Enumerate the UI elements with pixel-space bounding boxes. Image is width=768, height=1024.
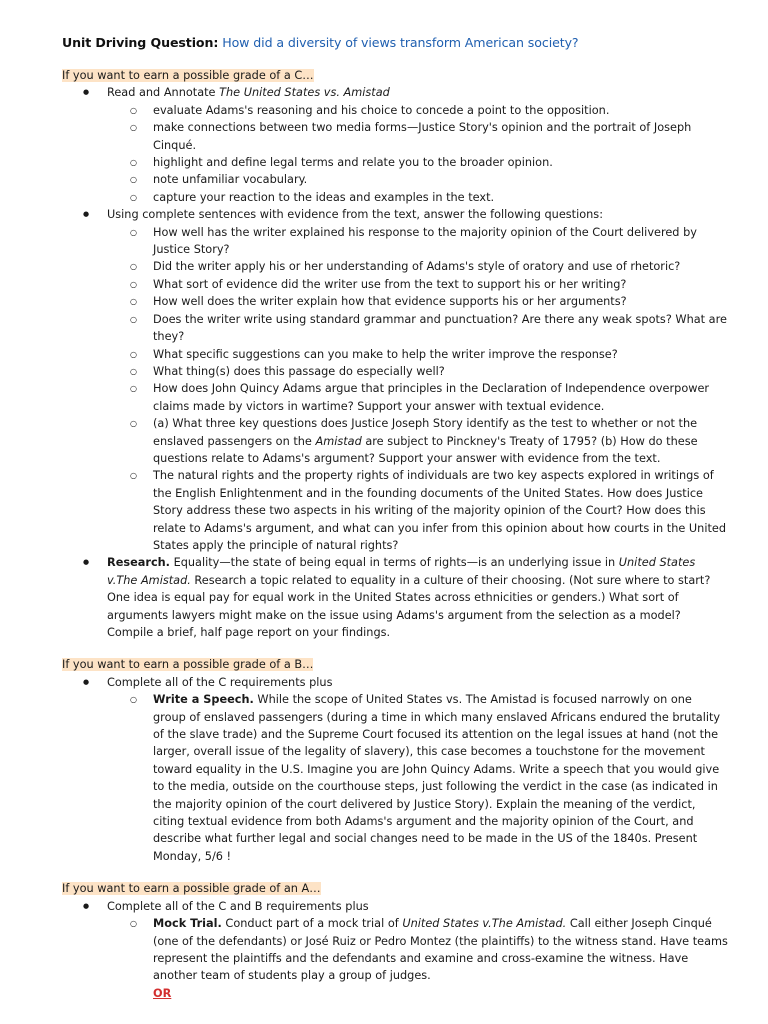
list-item: ○ (a) What three key questions does Justice Joseph Story identify as the test to whether or not the enslaved passengers on the Amistad are subject to Pinckney's Treaty of 1795? (b) How do these questions relate to Adams's argument? Support your answer with evidence from the text.	[107, 415, 728, 467]
list-item: ○ capture your reaction to the ideas and examples in the text.	[107, 189, 728, 206]
questions-item: ● Using complete sentences with evidence from the text, answer the following questions: ○ How well has the writer explained his response to the majority opinion of the Court delivered by Justice Story? ○ Did the writer apply his or her understanding of Adams's style of oratory and use of rhetoric? ○ What sort of evidence did the writer use from the text to support his or her writing? ○ How well does the writer explain how that evidence supports his or her arguments? ○ Does the writer write using standard grammar and punctuation? Are there any weak spots? What are they? ○ What specific suggestions can you make to help the writer improve the response? ○ What thing(s) does this passage do especially well? ○ How does John Quincy Adams argue that principles in the Declaration of Independence overpower claims made by victors in wartime? Support your answer with textual evidence. ○ (a) What three key questions does Justice Joseph Story identify as the test to whether or not the enslaved passengers on the Amistad are subject to Pinckney's Treaty of 1795? (b) How do these questions relate to Adams's argument? Support your answer with evidence from the text. ○ The natural rights and the property rights of individuals are two key aspects explored in writings of the English Enlightenment and in the founding documents of the United States. How does Justice Story address these two aspects in his writing of the majority opinion of the Court? How does this relate to Adams's argument, and what can you infer from this opinion about how courts in the United States apply the principle of natural rights?	[62, 206, 728, 554]
complete-c-item: ● Complete all of the C requirements plus ○ Write a Speech. While the scope of United States vs. The Amistad is focused narrowly on one group of enslaved passengers (during a time in which many enslaved Africans endured the brutality of the slave trade) and the Supreme Court focused its attention on the legal issues at hand (not the larger, overall issue of the legality of slavery), this case becomes a touchstone for the movement toward equality in the U.S. Imagine you are John Quincy Adams. Write a speech that you would give to the media, outside on the courthouse steps, just following the verdict in the case (as indicated in the majority opinion of the court delivered by Justice Story). Explain the meaning of the verdict, citing textual evidence from both Adams's argument and the majority opinion of the Court, and describe what further legal and social changes need to be made in the US of the 1840s. Present Monday, 5/6 !	[62, 674, 728, 865]
annotate-sublist	[107, 102, 728, 206]
grade-b-heading: If you want to earn a possible grade of a B…	[62, 658, 314, 672]
grade-a-section	[62, 880, 728, 1002]
or-label: OR	[153, 986, 172, 1000]
grade-a-sublist	[107, 915, 728, 1002]
grade-b-sublist	[107, 691, 728, 865]
grade-c-section	[62, 67, 728, 641]
grade-a-list	[62, 898, 728, 1002]
list-item: ○ highlight and define legal terms and relate you to the broader opinion.	[107, 154, 728, 171]
list-item: ○ make connections between two media forms—Justice Story's opinion and the portrait of Joseph Cinqué.	[107, 119, 728, 154]
list-item: ○ What sort of evidence did the writer use from the text to support his or her writing?	[107, 276, 728, 293]
list-item: ○ Did the writer apply his or her understanding of Adams's style of oratory and use of rhetoric?	[107, 258, 728, 275]
driving-question-text: How did a diversity of views transform American society?	[218, 35, 579, 50]
list-item: ○ What specific suggestions can you make to help the writer improve the response?	[107, 346, 728, 363]
mock-trial-item: ○ Mock Trial. Conduct part of a mock trial of United States v.The Amistad. Call either Joseph Cinqué (one of the defendants) or José Ruiz or Pedro Montez (the plaintiffs) to the witness stand. Have teams represent the plaintiffs and the defendants and examine and cross-examine the witness. Have another team of students play a group of judges. OR	[107, 915, 728, 1002]
list-item: ○ The natural rights and the property rights of individuals are two key aspects explored in writings of the English Enlightenment and in the founding documents of the United States. How does Justice Story address these two aspects in his writing of the majority opinion of the Court? How does this relate to Adams's argument, and what can you infer from this opinion about how courts in the United States apply the principle of natural rights?	[107, 467, 728, 554]
grade-a-heading: If you want to earn a possible grade of an A…	[62, 882, 321, 896]
list-item: ○ Does the writer write using standard grammar and punctuation? Are there any weak spots? What are they?	[107, 311, 728, 346]
list-item: ○ evaluate Adams's reasoning and his choice to concede a point to the opposition.	[107, 102, 728, 119]
write-speech-item: ○ Write a Speech. While the scope of United States vs. The Amistad is focused narrowly on one group of enslaved passengers (during a time in which many enslaved Africans endured the brutality of the slave trade) and the Supreme Court focused its attention on the legal issues at hand (not the larger, overall issue of the legality of slavery), this case becomes a touchstone for the movement toward equality in the U.S. Imagine you are John Quincy Adams. Write a speech that you would give to the media, outside on the courthouse steps, just following the verdict in the case (as indicated in the majority opinion of the court delivered by Justice Story). Explain the meaning of the verdict, citing textual evidence from both Adams's argument and the majority opinion of the Court, and describe what further legal and social changes need to be made in the US of the 1840s. Present Monday, 5/6 !	[107, 691, 728, 865]
grade-b-section	[62, 656, 728, 865]
grade-c-heading: If you want to earn a possible grade of a C…	[62, 69, 314, 82]
complete-cb-item: ● Complete all of the C and B requirements plus ○ Mock Trial. Conduct part of a mock trial of United States v.The Amistad. Call either Joseph Cinqué (one of the defendants) or José Ruiz or Pedro Montez (the plaintiffs) to the witness stand. Have teams represent the plaintiffs and the defendants and examine and cross-examine the witness. Have another team of students play a group of judges. OR	[62, 898, 728, 1002]
list-item: ○ How well does the writer explain how that evidence supports his or her arguments?	[107, 293, 728, 310]
grade-b-list	[62, 674, 728, 865]
questions-sublist	[107, 224, 728, 555]
grade-c-list	[62, 84, 728, 641]
read-annotate-item: ● Read and Annotate The United States vs. Amistad ○ evaluate Adams's reasoning and his choice to concede a point to the opposition. ○ make connections between two media forms—Justice Story's opinion and the portrait of Joseph Cinqué. ○ highlight and define legal terms and relate you to the broader opinion. ○ note unfamiliar vocabulary. ○ capture your reaction to the ideas and examples in the text.	[62, 84, 728, 206]
unit-driving-question	[62, 34, 728, 52]
list-item: ○ What thing(s) does this passage do especially well?	[107, 363, 728, 380]
research-item: ● Research. Equality—the state of being equal in terms of rights—is an underlying issue in United States v.The Amistad. Research a topic related to equality in a culture of their choosing. (Not sure where to start? One idea is equal pay for equal work in the United States across ethnicities or genders.) What sort of arguments lawyers might make on the issue using Adams's argument from the selection as a model? Compile a brief, half page report on your findings.	[62, 554, 728, 641]
list-item: ○ note unfamiliar vocabulary.	[107, 171, 728, 188]
list-item: ○ How does John Quincy Adams argue that principles in the Declaration of Independence overpower claims made by victors in wartime? Support your answer with textual evidence.	[107, 380, 728, 415]
driving-question-label: Unit Driving Question:	[62, 35, 219, 50]
list-item: ○ How well has the writer explained his response to the majority opinion of the Court delivered by Justice Story?	[107, 224, 728, 259]
